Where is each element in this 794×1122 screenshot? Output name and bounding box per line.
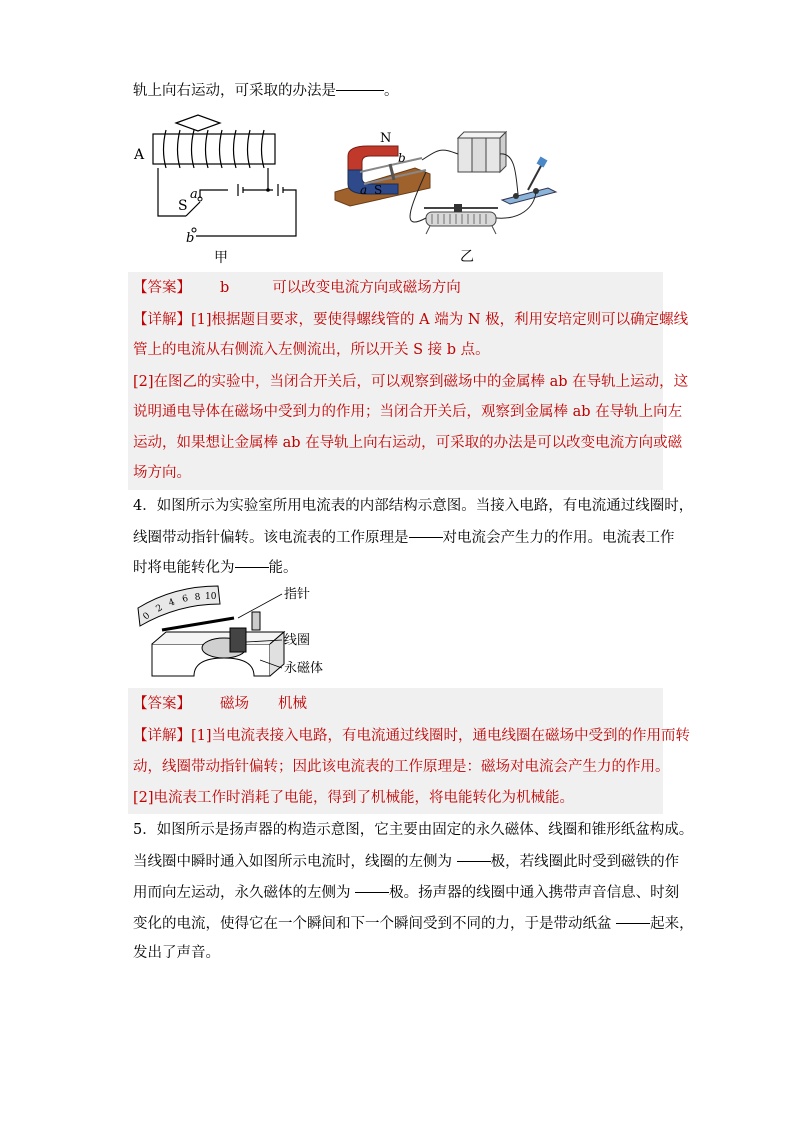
q3-detail-box <box>128 302 689 490</box>
figure-jia-solenoid-circuit <box>128 106 308 266</box>
intro-text: 轨上向右运动，可采取的办法是 <box>133 83 336 99</box>
q3-detail-line-4: 说明通电导体在磁场中受到力的作用；当闭合开关后，观察到金属棒 ab 在导轨上向左 <box>133 404 683 420</box>
q5-line-2: 当线圈中瞬时通入如图所示电流时，线圈的左侧为 极，若线圈此时受到磁铁的作 <box>133 851 679 872</box>
q3-answer-2: 可以改变电流方向或磁场方向 <box>272 280 461 296</box>
solenoid-core <box>153 134 275 164</box>
label-S: S <box>178 198 188 214</box>
answer-blank <box>457 847 491 862</box>
q3-detail-line-1: 【详解】[1]根据题目要求，要使得螺线管的 A 端为 N 极，利用安培定则可以确定螺线 <box>133 312 689 328</box>
svg-text:0: 0 <box>141 610 153 623</box>
q4-line-2: 线圈带动指针偏转。该电流表的工作原理是 对电流会产生力的作用。电流表工作 <box>133 527 675 548</box>
q3-detail-line-3: [2]在图乙的实验中，当闭合开关后，可以观察到磁场中的金属棒 ab 在导轨上运动，这 <box>133 374 689 390</box>
label-b: b <box>186 231 195 246</box>
intro-line <box>133 80 399 101</box>
answer-blank <box>336 76 384 91</box>
q4-detail-line-2: 动，线圈带动指针偏转；因此该电流表的工作原理是：磁场对电流会产生力的作用。 <box>133 759 670 775</box>
figure-yi-rail-experiment <box>330 128 570 266</box>
label-magnet: 永磁体 <box>284 661 324 676</box>
answer-tag: 【答案】 <box>133 280 191 296</box>
answer-blank <box>355 878 389 893</box>
q3-answer-line <box>133 278 461 298</box>
label-coil: 线圈 <box>284 633 311 648</box>
answer-blank <box>616 909 650 924</box>
label-pointer: 指针 <box>284 587 311 602</box>
svg-text:8: 8 <box>194 592 202 603</box>
q5-line-4: 变化的电流，使得它在一个瞬间和下一个瞬间受到不同的力，于是带动纸盆 起来， <box>133 913 694 934</box>
q4-answer-line <box>133 694 307 714</box>
q3-detail-line-6: 场方向。 <box>133 465 191 481</box>
answer-tag: 【答案】 <box>133 696 191 712</box>
q4-detail-line-3: [2]电流表工作时消耗了电能，得到了机械能，将电能转化为机械能。 <box>133 790 575 806</box>
detail-tag: 【详解】 <box>133 312 191 328</box>
svg-text:6: 6 <box>181 593 190 605</box>
label-a: a <box>190 187 198 202</box>
q4-answer-1: 磁场 <box>220 696 249 712</box>
needle-pointer <box>162 618 234 630</box>
figure-ammeter-structure <box>134 582 344 684</box>
figure-label-jia: 甲 <box>214 250 228 266</box>
label-magnet-S: S <box>374 183 383 197</box>
q4-answer-2: 机械 <box>278 696 307 712</box>
intro-end: 。 <box>384 83 399 99</box>
detail-tag: 【详解】 <box>133 728 191 744</box>
answer-blank <box>409 523 443 538</box>
q4-answer-box <box>128 688 663 718</box>
q5-line-5: 发出了声音。 <box>133 945 220 961</box>
knife-switch <box>502 157 556 204</box>
battery-pack <box>458 132 506 172</box>
q5-line-1: 5．如图所示是扬声器的构造示意图，它主要由固定的永久磁体、线圈和锥形纸盆构成。 <box>133 822 694 838</box>
figure-label-yi: 乙 <box>460 249 474 265</box>
sliding-rheostat <box>424 204 498 234</box>
label-A: A <box>134 147 145 163</box>
svg-text:4: 4 <box>167 597 177 609</box>
compass-needle <box>176 115 220 131</box>
q4-detail-line-1: 【详解】[1]当电流表接入电路，有电流通过线圈时，通电线圈在磁场中受到的作用而转 <box>133 728 691 744</box>
solenoid-coils <box>164 130 265 168</box>
label-rod-a: a <box>360 183 368 197</box>
label-N: N <box>380 131 392 146</box>
q4-line-1: 4．如图所示为实验室所用电流表的内部结构示意图。当接入电路，有电流通过线圈时， <box>133 498 694 514</box>
wire-junction <box>266 188 270 192</box>
svg-text:2: 2 <box>154 603 165 615</box>
q4-detail-box <box>128 718 691 814</box>
q5-line-3: 用而向左运动，永久磁体的左侧为 极。扬声器的线圈中通入携带声音信息、时刻 <box>133 882 679 903</box>
q3-detail-line-2: 管上的电流从右侧流入左侧流出，所以开关 S 接 b 点。 <box>133 342 490 358</box>
answer-blank <box>235 553 269 568</box>
label-rod-b: b <box>398 151 406 165</box>
q4-line-3: 时将电能转化为 能。 <box>133 557 298 578</box>
q3-answer-box <box>128 272 663 302</box>
q3-answer-1: b <box>220 280 230 296</box>
q3-detail-line-5: 运动，如果想让金属棒 ab 在导轨上向右运动，可采取的办法是可以改变电流方向或磁 <box>133 435 683 451</box>
svg-text:10: 10 <box>205 592 217 602</box>
